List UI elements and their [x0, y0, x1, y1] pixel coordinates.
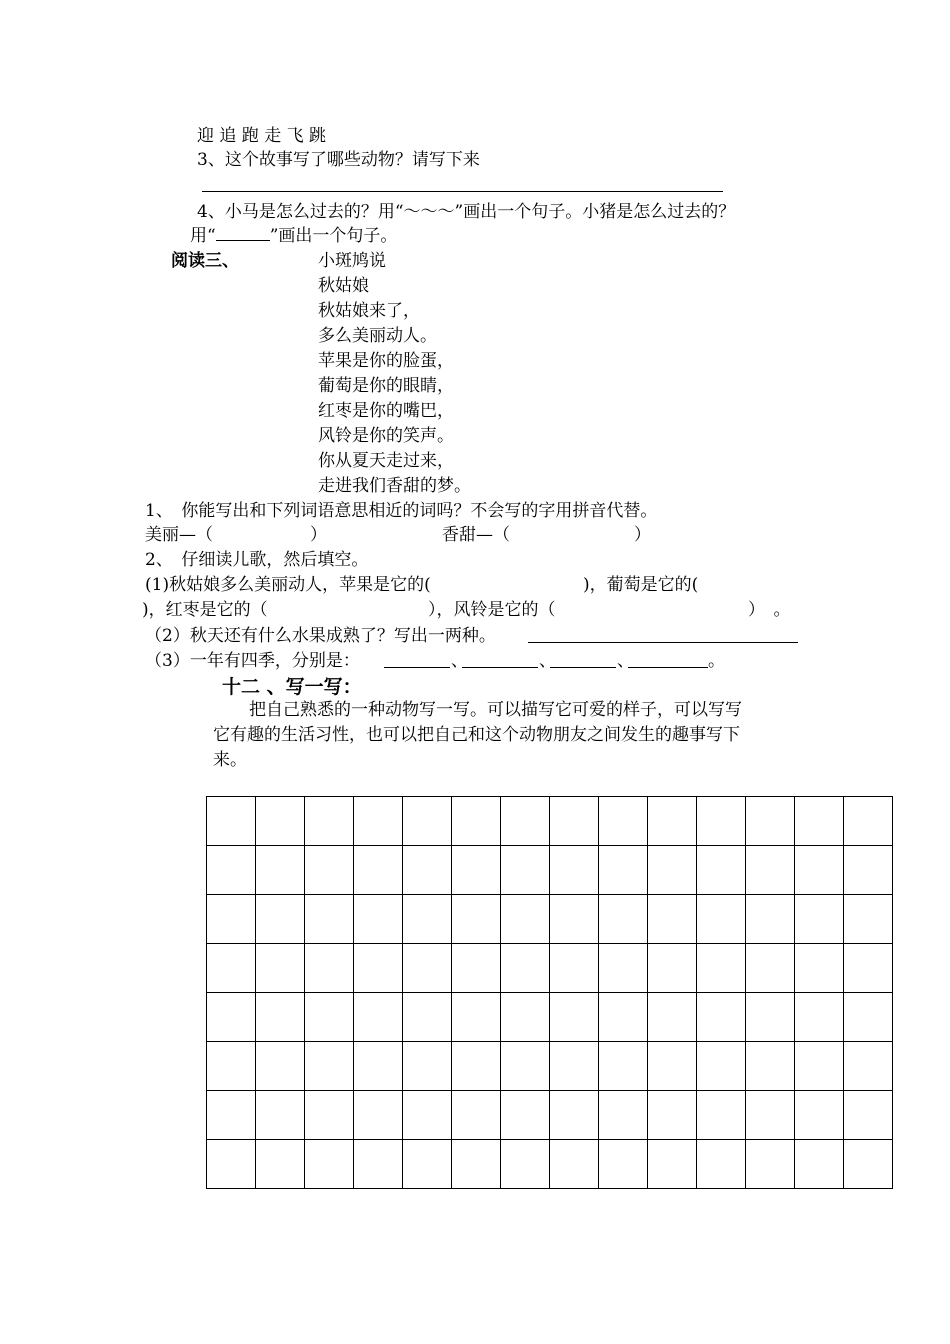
grid-cell[interactable]: [795, 944, 844, 993]
section-12-title: 十二 、写一写：: [222, 676, 362, 698]
grid-cell[interactable]: [256, 944, 305, 993]
grid-cell[interactable]: [501, 944, 550, 993]
r3-q2-3: （3）一年有四季，分别是：: [145, 651, 360, 671]
grid-cell[interactable]: [256, 895, 305, 944]
grid-cell[interactable]: [207, 797, 256, 846]
grid-cell[interactable]: [305, 944, 354, 993]
poem-line: 你从夏天走过来，: [318, 451, 454, 471]
grid-cell[interactable]: [207, 993, 256, 1042]
grid-cell[interactable]: [207, 846, 256, 895]
grid-cell[interactable]: [599, 1091, 648, 1140]
grid-cell[interactable]: [256, 846, 305, 895]
grid-cell[interactable]: [354, 1140, 403, 1189]
r3-q2-1a: (1)秋姑娘多么美丽动人，苹果是它的(: [145, 575, 431, 595]
grid-cell[interactable]: [256, 1042, 305, 1091]
answer-line-q2-2[interactable]: [528, 642, 798, 643]
writing-grid[interactable]: [206, 796, 893, 1189]
r3-q1-xiangtian: 香甜—（: [442, 525, 510, 545]
grid-cell[interactable]: [403, 846, 452, 895]
grid-cell[interactable]: [844, 846, 893, 895]
grid-cell[interactable]: [746, 993, 795, 1042]
grid-cell[interactable]: [795, 846, 844, 895]
grid-cell[interactable]: [305, 895, 354, 944]
grid-cell[interactable]: [354, 1091, 403, 1140]
grid-cell[interactable]: [599, 944, 648, 993]
grid-cell[interactable]: [648, 797, 697, 846]
grid-cell[interactable]: [795, 895, 844, 944]
r3-question-1: 1、 你能写出和下列词语意思相近的词吗？不会写的字用拼音代替。: [145, 501, 658, 521]
answer-line-season-2[interactable]: [462, 667, 538, 668]
poem-line: 秋姑娘: [318, 276, 369, 296]
r3-q2-1d: ），风铃是它的（: [428, 600, 556, 620]
grid-cell[interactable]: [697, 895, 746, 944]
verb-list: 迎 追 跑 走 飞 跳: [197, 126, 327, 146]
grid-cell[interactable]: [648, 895, 697, 944]
poem-line: 苹果是你的脸蛋，: [318, 351, 454, 371]
poem-line: 葡萄是你的眼睛，: [318, 376, 454, 396]
r3-q2-1e: ） 。: [748, 600, 791, 620]
r3-q2-1b: )，葡萄是它的(: [583, 575, 699, 595]
grid-cell[interactable]: [256, 993, 305, 1042]
grid-cell[interactable]: [501, 846, 550, 895]
grid-cell[interactable]: [403, 797, 452, 846]
grid-cell[interactable]: [550, 1042, 599, 1091]
grid-cell[interactable]: [305, 1140, 354, 1189]
grid-cell[interactable]: [207, 1091, 256, 1140]
grid-row: [207, 895, 893, 944]
grid-row: [207, 1140, 893, 1189]
sep: 、: [451, 651, 468, 671]
grid-cell[interactable]: [599, 895, 648, 944]
grid-cell[interactable]: [354, 797, 403, 846]
grid-cell[interactable]: [501, 993, 550, 1042]
grid-cell[interactable]: [697, 846, 746, 895]
grid-cell[interactable]: [746, 846, 795, 895]
grid-cell[interactable]: [354, 1042, 403, 1091]
grid-cell[interactable]: [697, 1042, 746, 1091]
grid-cell[interactable]: [599, 993, 648, 1042]
grid-cell[interactable]: [403, 1140, 452, 1189]
grid-cell[interactable]: [305, 1042, 354, 1091]
grid-cell[interactable]: [648, 1091, 697, 1140]
grid-cell[interactable]: [746, 1042, 795, 1091]
grid-cell[interactable]: [844, 1091, 893, 1140]
question-3: 3、这个故事写了哪些动物？请写下来: [197, 150, 480, 170]
grid-cell[interactable]: [354, 846, 403, 895]
grid-cell[interactable]: [452, 1140, 501, 1189]
grid-cell[interactable]: [648, 846, 697, 895]
grid-cell[interactable]: [403, 895, 452, 944]
grid-row: [207, 944, 893, 993]
end-period: 。: [708, 651, 725, 671]
grid-cell[interactable]: [550, 895, 599, 944]
grid-cell[interactable]: [305, 846, 354, 895]
grid-cell[interactable]: [305, 1091, 354, 1140]
grid-cell[interactable]: [550, 1140, 599, 1189]
poem-title: 小斑鸠说: [318, 251, 386, 271]
answer-line-season-1[interactable]: [384, 667, 450, 668]
grid-cell[interactable]: [697, 1091, 746, 1140]
answer-line-season-4[interactable]: [628, 667, 708, 668]
grid-cell[interactable]: [354, 895, 403, 944]
q4-text-b: ”画出一个句子。: [269, 226, 398, 246]
grid-cell[interactable]: [452, 895, 501, 944]
grid-cell[interactable]: [599, 797, 648, 846]
grid-cell[interactable]: [501, 895, 550, 944]
q4-underline-sample: [216, 225, 270, 241]
grid-cell[interactable]: [550, 797, 599, 846]
grid-cell[interactable]: [844, 1140, 893, 1189]
grid-cell[interactable]: [452, 944, 501, 993]
grid-cell[interactable]: [844, 944, 893, 993]
grid-cell[interactable]: [501, 1091, 550, 1140]
reading3-label: 阅读三、: [171, 251, 239, 271]
grid-cell[interactable]: [403, 1042, 452, 1091]
grid-cell[interactable]: [746, 797, 795, 846]
r3-q2-1c: )，红枣是它的（: [142, 600, 268, 620]
poem-line: 风铃是你的笑声。: [318, 426, 454, 446]
sep: 、: [617, 651, 634, 671]
answer-line-season-3[interactable]: [550, 667, 616, 668]
grid-cell[interactable]: [746, 1140, 795, 1189]
grid-cell[interactable]: [648, 993, 697, 1042]
grid-row: [207, 993, 893, 1042]
grid-cell[interactable]: [697, 797, 746, 846]
grid-cell[interactable]: [354, 944, 403, 993]
grid-cell[interactable]: [697, 944, 746, 993]
grid-cell[interactable]: [746, 1091, 795, 1140]
grid-cell[interactable]: [795, 1091, 844, 1140]
grid-cell[interactable]: [452, 1091, 501, 1140]
grid-cell[interactable]: [501, 1140, 550, 1189]
grid-cell[interactable]: [354, 993, 403, 1042]
r3-q1-xiangtian-close: ）: [634, 525, 651, 545]
grid-cell[interactable]: [844, 1042, 893, 1091]
grid-row: [207, 846, 893, 895]
grid-cell[interactable]: [648, 944, 697, 993]
writing-prompt-line1: 把自己熟悉的一种动物写一写。可以描写它可爱的样子，可以写写: [249, 700, 742, 720]
grid-cell[interactable]: [844, 797, 893, 846]
grid-cell[interactable]: [795, 1042, 844, 1091]
grid-cell[interactable]: [550, 944, 599, 993]
grid-cell[interactable]: [305, 797, 354, 846]
grid-cell[interactable]: [207, 1140, 256, 1189]
grid-cell[interactable]: [256, 1091, 305, 1140]
grid-cell[interactable]: [648, 1140, 697, 1189]
grid-cell[interactable]: [599, 846, 648, 895]
grid-cell[interactable]: [795, 1140, 844, 1189]
grid-cell[interactable]: [746, 944, 795, 993]
grid-cell[interactable]: [795, 993, 844, 1042]
grid-cell[interactable]: [648, 1042, 697, 1091]
grid-cell[interactable]: [550, 993, 599, 1042]
grid-row: [207, 797, 893, 846]
grid-cell[interactable]: [795, 797, 844, 846]
q4-text-a: 用“: [190, 226, 216, 246]
poem-line: 多么美丽动人。: [318, 326, 437, 346]
grid-cell[interactable]: [697, 1140, 746, 1189]
grid-cell[interactable]: [550, 846, 599, 895]
grid-cell[interactable]: [452, 797, 501, 846]
writing-prompt-line2: 它有趣的生活习性，也可以把自己和这个动物朋友之间发生的趣事写下: [213, 725, 740, 745]
sep: 、: [539, 651, 556, 671]
grid-cell[interactable]: [207, 1042, 256, 1091]
r3-question-2: 2、 仔细读儿歌，然后填空。: [145, 550, 369, 570]
grid-cell[interactable]: [452, 1042, 501, 1091]
answer-line-q3[interactable]: [202, 191, 723, 192]
grid-cell[interactable]: [599, 1140, 648, 1189]
grid-cell[interactable]: [501, 797, 550, 846]
grid-cell[interactable]: [403, 993, 452, 1042]
grid-cell[interactable]: [746, 895, 795, 944]
grid-row: [207, 1091, 893, 1140]
grid-cell[interactable]: [452, 993, 501, 1042]
grid-cell[interactable]: [403, 1091, 452, 1140]
r3-q2-2: （2）秋天还有什么水果成熟了？写出一两种。: [145, 626, 496, 646]
grid-cell[interactable]: [305, 993, 354, 1042]
grid-cell[interactable]: [599, 1042, 648, 1091]
grid-cell[interactable]: [256, 1140, 305, 1189]
grid-cell[interactable]: [452, 846, 501, 895]
grid-cell[interactable]: [844, 993, 893, 1042]
r3-q1-meili-close: ）: [310, 525, 327, 545]
grid-cell[interactable]: [501, 1042, 550, 1091]
grid-row: [207, 1042, 893, 1091]
poem-line: 秋姑娘来了，: [318, 301, 420, 321]
poem-line: 走进我们香甜的梦。: [318, 476, 471, 496]
question-4-line1: 4、小马是怎么过去的？用“～～～”画出一个句子。小猪是怎么过去的？: [197, 202, 736, 222]
question-4-line2: [190, 225, 397, 247]
r3-q1-meili: 美丽—（: [145, 525, 213, 545]
grid-cell[interactable]: [256, 797, 305, 846]
grid-cell[interactable]: [207, 895, 256, 944]
grid-cell[interactable]: [550, 1091, 599, 1140]
grid-cell[interactable]: [844, 895, 893, 944]
grid-cell[interactable]: [697, 993, 746, 1042]
grid-cell[interactable]: [403, 944, 452, 993]
writing-prompt-line3: 来。: [213, 750, 247, 770]
grid-cell[interactable]: [207, 944, 256, 993]
poem-line: 红枣是你的嘴巴，: [318, 401, 454, 421]
